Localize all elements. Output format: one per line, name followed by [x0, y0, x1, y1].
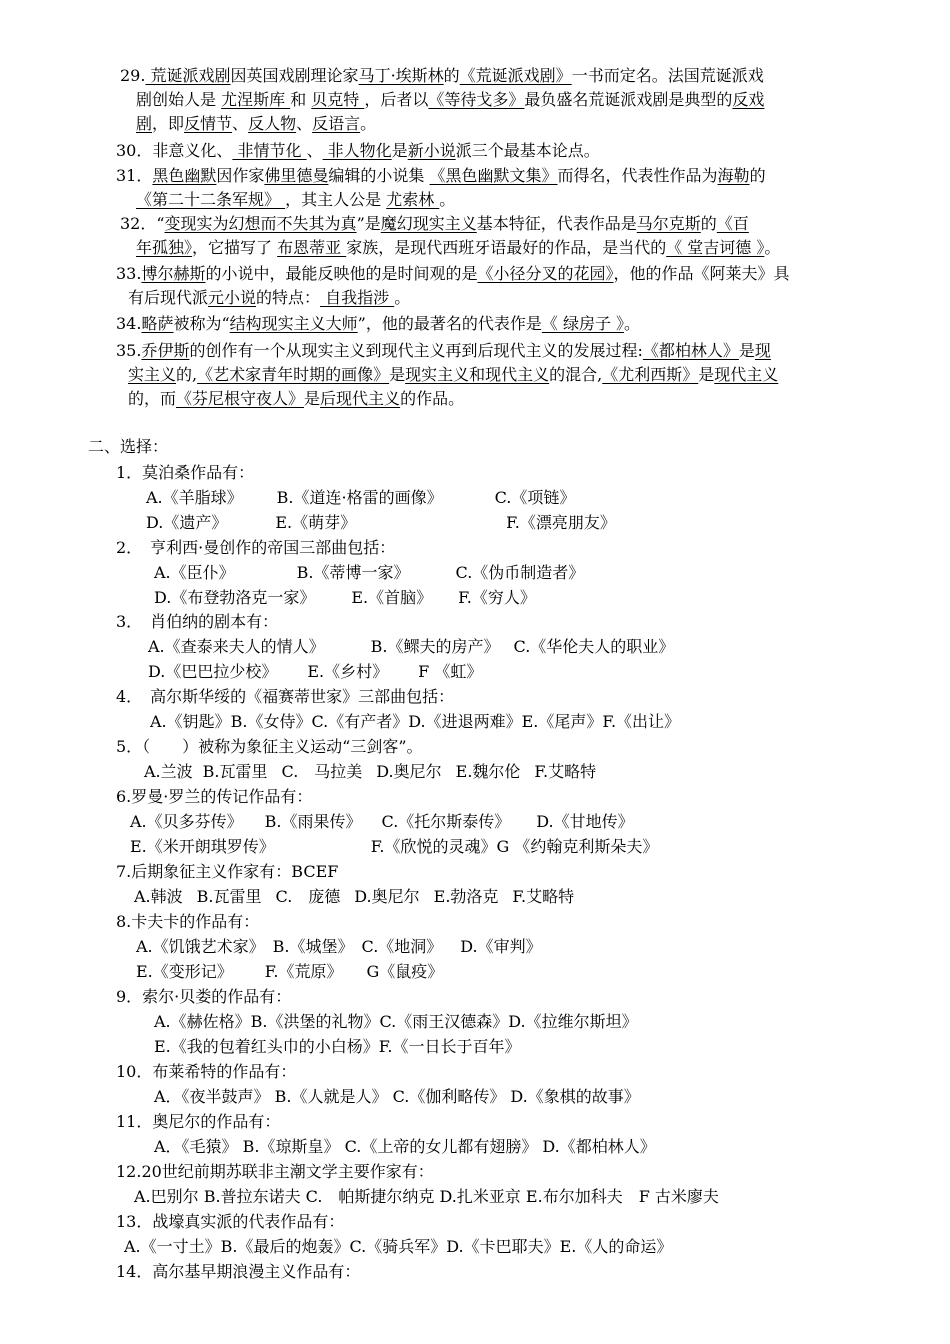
text-segment: ，他的作品《阿莱夫》具 [613, 264, 790, 283]
answer-blank: 《尤利西斯》 [602, 365, 699, 384]
text-segment: 是 [698, 365, 715, 384]
option-choice[interactable]: B.《城堡》 [272, 937, 354, 956]
option-choice[interactable]: D.奥尼尔 [354, 887, 420, 906]
text-segment: ，后者以 [364, 90, 429, 109]
option-choice[interactable]: E.《变形记》 [136, 962, 233, 981]
option-row [154, 1012, 638, 1032]
question-stem: 5．（ ）被称为象征主义运动“三剑客”。 [116, 737, 423, 756]
text-segment: 、 [296, 114, 313, 133]
option-choice[interactable]: A.《臣仆》 [154, 563, 235, 582]
text-segment: 是 [738, 341, 755, 360]
answer-blank: 贝克特 [311, 90, 365, 109]
text-segment: 是 [389, 365, 406, 384]
answer-blank: 《等待戈多》 [428, 90, 525, 109]
answer-blank: 结构现实主义大师 [229, 314, 358, 333]
fill-item-31-line [116, 166, 766, 186]
answer-blank: 反人物 [248, 114, 297, 133]
option-choice[interactable]: B.瓦雷里 [196, 887, 262, 906]
option-choice[interactable]: A.《查泰来夫人的情人》 [148, 637, 325, 656]
text-segment: 、 [232, 114, 249, 133]
answer-blank: 元小说 [208, 288, 257, 307]
option-choice[interactable]: B.《雨果传》 [264, 812, 362, 831]
question-stem: 14．高尔基早期浪漫主义作品有： [116, 1262, 361, 1281]
text-segment: 编辑的小说集 [328, 166, 430, 185]
option-row [150, 712, 680, 732]
option-choice[interactable]: A.《一寸土》B.《最后的炮轰》C.《骑兵军》D.《卡巴耶夫》E.《人的命运》 [124, 1237, 673, 1256]
answer-blank: 尤索林 [386, 190, 440, 209]
option-choice[interactable]: E.《萌芽》 [275, 513, 357, 532]
option-choice[interactable]: A.《羊脂球》 [146, 488, 243, 507]
fill-item-33-line [128, 288, 410, 308]
option-choice[interactable]: D.奥尼尔 [376, 762, 442, 781]
option-choice[interactable]: C. 庞德 [275, 887, 341, 906]
option-choice[interactable]: D.《甘地传》 [536, 812, 634, 831]
option-choice[interactable]: G《鼠疫》 [366, 962, 444, 981]
question-stem: 12.20世纪前期苏联非主潮文学主要作家有： [116, 1162, 434, 1181]
question-stem: 7.后期象征主义作家有：BCEF [116, 862, 339, 881]
text-segment: ，它描写了 [192, 238, 278, 257]
option-choice[interactable]: A.《赫佐格》B.《洪堡的礼物》C.《雨王汉德森》D.《拉维尔斯坦》 [154, 1012, 638, 1031]
option-choice[interactable]: E.《我的包着红头巾的小白杨》F.《一日长于百年》 [154, 1037, 521, 1056]
text-segment: 的 [700, 214, 717, 233]
option-row [154, 588, 536, 608]
option-choice[interactable]: A.《贝多芬传》 [130, 812, 243, 831]
text-segment: 是 [391, 141, 408, 160]
text-segment: 的 [749, 166, 766, 185]
option-row [148, 662, 482, 682]
answer-blank: 剧 [136, 114, 153, 133]
text-segment: 31． [116, 166, 153, 185]
fill-item-35-line [128, 389, 464, 409]
fill-item-33-line [116, 264, 790, 284]
text-segment: 家族，是现代西班牙语最好的作品，是当代的 [346, 238, 667, 257]
option-choice[interactable]: F.艾略特 [512, 887, 575, 906]
option-row [154, 1037, 520, 1057]
text-segment: 的创作有一个从现实主义到现代主义再到后现代主义的发展过程: [189, 341, 643, 360]
fill-item-35-line [128, 365, 778, 385]
fill-item-35-line [116, 341, 771, 361]
text-segment: 34. [116, 314, 142, 333]
answer-blank: 现 [754, 341, 771, 360]
text-segment: 的，而 [128, 389, 177, 408]
option-choice[interactable]: E.《米开朗琪罗传》 [130, 837, 275, 856]
answer-blank: 年孤独》 [136, 238, 193, 257]
text-segment: 因作家 [216, 166, 265, 185]
text-segment: 的作品。 [400, 389, 465, 408]
question-stem: 9．索尔·贝娄的作品有： [116, 987, 292, 1006]
text-segment: ”，他的最著名的代表作是 [357, 314, 542, 333]
text-segment: 。 [360, 114, 377, 133]
answer-blank: 《第二十二条军规》 [136, 190, 286, 209]
text-segment: 而得名，代表性作品为 [557, 166, 718, 185]
answer-blank: 现代主义 [714, 365, 779, 384]
answer-blank: 马尔克斯 [636, 214, 701, 233]
text-segment: 。 [394, 288, 411, 307]
answer-blank: 非人物化 [322, 141, 392, 160]
answer-blank: 乔伊斯 [141, 341, 190, 360]
option-row [124, 1237, 672, 1257]
answer-blank: 自我指涉 [320, 288, 395, 307]
option-choice[interactable]: C. 马拉美 [281, 762, 363, 781]
option-choice[interactable]: C.《托尔斯泰传》 [381, 812, 511, 831]
answer-blank: 后现代主义 [320, 389, 401, 408]
answer-blank: 反情节 [184, 114, 233, 133]
answer-blank: 现实主义和现代主义 [405, 365, 550, 384]
question-stem: 10．布莱希特的作品有： [116, 1062, 297, 1081]
option-choice[interactable]: A.《饥饿艺术家》 [136, 937, 265, 956]
option-choice[interactable]: B.《道连·格雷的画像》 [276, 488, 443, 507]
answer-blank: 海勒 [717, 166, 750, 185]
option-choice[interactable]: F.《穷人》 [458, 588, 536, 607]
fill-item-30-line [116, 141, 600, 161]
fill-item-29-line [136, 114, 376, 134]
option-choice[interactable]: E.《乡村》 [307, 662, 389, 681]
question-stem: 13．战壕真实派的代表作品有： [116, 1212, 345, 1231]
question-stem: 2． 亨利西·曼创作的帝国三部曲包括： [116, 538, 396, 557]
text-segment: 32．“ [120, 214, 165, 233]
text-segment: 的 [443, 66, 460, 85]
option-row [130, 812, 634, 832]
answer-blank: 《艺术家青年时期的画像》 [197, 365, 390, 384]
text-segment: 的混合, [549, 365, 603, 384]
text-segment: 派三个最基本论点。 [455, 141, 600, 160]
text-segment: ，其主人公是 [285, 190, 387, 209]
option-choice[interactable]: B.《蒂博一家》 [296, 563, 410, 582]
answer-blank: 布恩蒂亚 [277, 238, 347, 257]
option-choice[interactable]: F.《荒原》 [264, 962, 343, 981]
text-segment: 基本特征，代表作品是 [476, 214, 637, 233]
fill-item-29-line [120, 66, 764, 86]
answer-blank: 《百 [716, 214, 749, 233]
option-choice[interactable]: A.韩波 [134, 887, 183, 906]
text-segment: 是 [304, 389, 321, 408]
fill-item-34-line [116, 314, 640, 334]
text-segment: 有后现代派 [128, 288, 209, 307]
question-stem: 11．奥尼尔的作品有： [116, 1112, 281, 1131]
option-choice[interactable]: D.《审判》 [460, 937, 542, 956]
question-stem: 6.罗曼·罗兰的传记作品有： [116, 787, 313, 806]
option-row [134, 887, 574, 907]
option-row [154, 563, 584, 583]
answer-blank: 《 绿房子 》 [541, 314, 625, 333]
option-choice[interactable]: C.《项链》 [494, 488, 576, 507]
option-choice[interactable]: A.《钥匙》B.《女侍》C.《有产者》D.《进退两难》E.《尾声》F.《出让》 [150, 712, 681, 731]
answer-blank: 《荒诞派戏剧》 [459, 66, 572, 85]
question-stem: 1．莫泊桑作品有： [116, 463, 255, 482]
option-row [154, 1087, 640, 1107]
option-row [130, 837, 658, 857]
answer-blank: 非情节化 [232, 141, 307, 160]
text-segment: 。 [764, 238, 781, 257]
fill-item-32-line [136, 238, 780, 258]
text-segment: 29. [120, 66, 146, 85]
text-segment: 因英国戏剧理论家 [230, 66, 359, 85]
answer-blank: 变现实为幻想而不失其为真 [164, 214, 357, 233]
option-choice[interactable]: F.《欣悦的灵魂》G 《约翰克利斯朵夫》 [370, 837, 659, 856]
text-segment: 一书而定名。法国荒诞派戏 [571, 66, 764, 85]
option-choice[interactable]: A．《毛猿》 B.《琼斯皇》 C.《上帝的女儿都有翅膀》 D.《都柏林人》 [154, 1137, 656, 1156]
option-row [136, 937, 542, 957]
answer-blank: 新小说 [407, 141, 456, 160]
option-row [154, 1137, 656, 1157]
text-segment: ，即 [152, 114, 185, 133]
option-row [148, 637, 674, 657]
option-choice[interactable]: E.魏尔伦 [455, 762, 521, 781]
answer-blank: 反戏 [732, 90, 765, 109]
answer-blank: 荒诞派戏剧 [145, 66, 231, 85]
answer-blank: 尤涅斯库 [221, 90, 291, 109]
text-segment: 的小说中，最能反映他的是时间观的是 [205, 264, 478, 283]
option-choice[interactable]: D.《布登勃洛克一家》 [154, 588, 316, 607]
option-choice[interactable]: F 《虹》 [418, 662, 483, 681]
answer-blank: 实主义 [128, 365, 177, 384]
answer-blank: 《都柏林人》 [642, 341, 739, 360]
option-row [134, 1187, 719, 1207]
option-choice[interactable]: F.艾略特 [534, 762, 597, 781]
answer-blank: 黑色幽默 [152, 166, 217, 185]
question-stem: 4． 高尔斯华绥的《福赛蒂世家》三部曲包括： [116, 687, 455, 706]
option-choice[interactable]: B.《鳏夫的房产》 [370, 637, 500, 656]
option-choice[interactable]: D.《遗产》 [146, 513, 228, 532]
text-segment: 35. [116, 341, 142, 360]
text-segment: 30．非意义化、 [116, 141, 233, 160]
answer-blank: 马丁·埃斯林 [358, 66, 444, 85]
text-segment: 和 [290, 90, 312, 109]
option-choice[interactable]: F.《漂亮朋友》 [506, 513, 616, 532]
fill-item-32-line [120, 214, 749, 234]
option-row [144, 762, 596, 782]
answer-blank: 《黑色幽默文集》 [429, 166, 558, 185]
text-segment: 33. [116, 264, 142, 283]
text-segment: 的, [176, 365, 198, 384]
text-segment: 最负盛名荒诞派戏剧是典型的 [524, 90, 733, 109]
option-choice[interactable]: C.《地洞》 [361, 937, 443, 956]
answer-blank: 《小径分叉的花园》 [477, 264, 614, 283]
option-choice[interactable]: A.兰波 [144, 762, 193, 781]
option-choice[interactable]: D.《巴巴拉少校》 [148, 662, 278, 681]
option-choice[interactable]: E.勃洛克 [433, 887, 499, 906]
question-stem: 3． 肖伯纳的剧本有： [116, 612, 279, 631]
answer-blank: 略萨 [141, 314, 174, 333]
option-choice[interactable]: E.《首脑》 [351, 588, 433, 607]
text-segment: 剧创始人是 [136, 90, 222, 109]
answer-blank: 《 堂吉诃德 》 [666, 238, 765, 257]
option-row [136, 962, 443, 982]
answer-blank: 反语言 [312, 114, 361, 133]
text-segment: 。 [624, 314, 641, 333]
question-stem: 8.卡夫卡的作品有： [116, 912, 260, 931]
option-choice[interactable]: A．《夜半鼓声》 B.《人就是人》 C.《伽利略传》 D.《象棋的故事》 [154, 1087, 640, 1106]
section-title: 二、选择： [88, 437, 169, 456]
text-segment: ”是 [356, 214, 381, 233]
option-row [146, 513, 616, 533]
answer-blank: 博尔赫斯 [141, 264, 206, 283]
text-segment: 、 [306, 141, 323, 160]
answer-blank: 佛里德曼 [264, 166, 329, 185]
text-segment: 被称为“ [173, 314, 230, 333]
answer-blank: 《芬尼根守夜人》 [176, 389, 305, 408]
option-row [146, 488, 575, 508]
option-choice[interactable]: B.瓦雷里 [202, 762, 268, 781]
text-segment: 的特点： [256, 288, 321, 307]
fill-item-29-line [136, 90, 764, 110]
option-choice[interactable]: A.巴别尔 B.普拉东诺夫 C. 帕斯捷尔纳克 D.扎米亚京 E.布尔加科夫 F 古米廖夫 [134, 1187, 719, 1206]
answer-blank: 魔幻现实主义 [380, 214, 477, 233]
text-segment: 。 [439, 190, 456, 209]
option-choice[interactable]: C.《伪币制造者》 [455, 563, 585, 582]
option-choice[interactable]: C.《华伦夫人的职业》 [513, 637, 675, 656]
fill-item-31-line [136, 190, 455, 210]
